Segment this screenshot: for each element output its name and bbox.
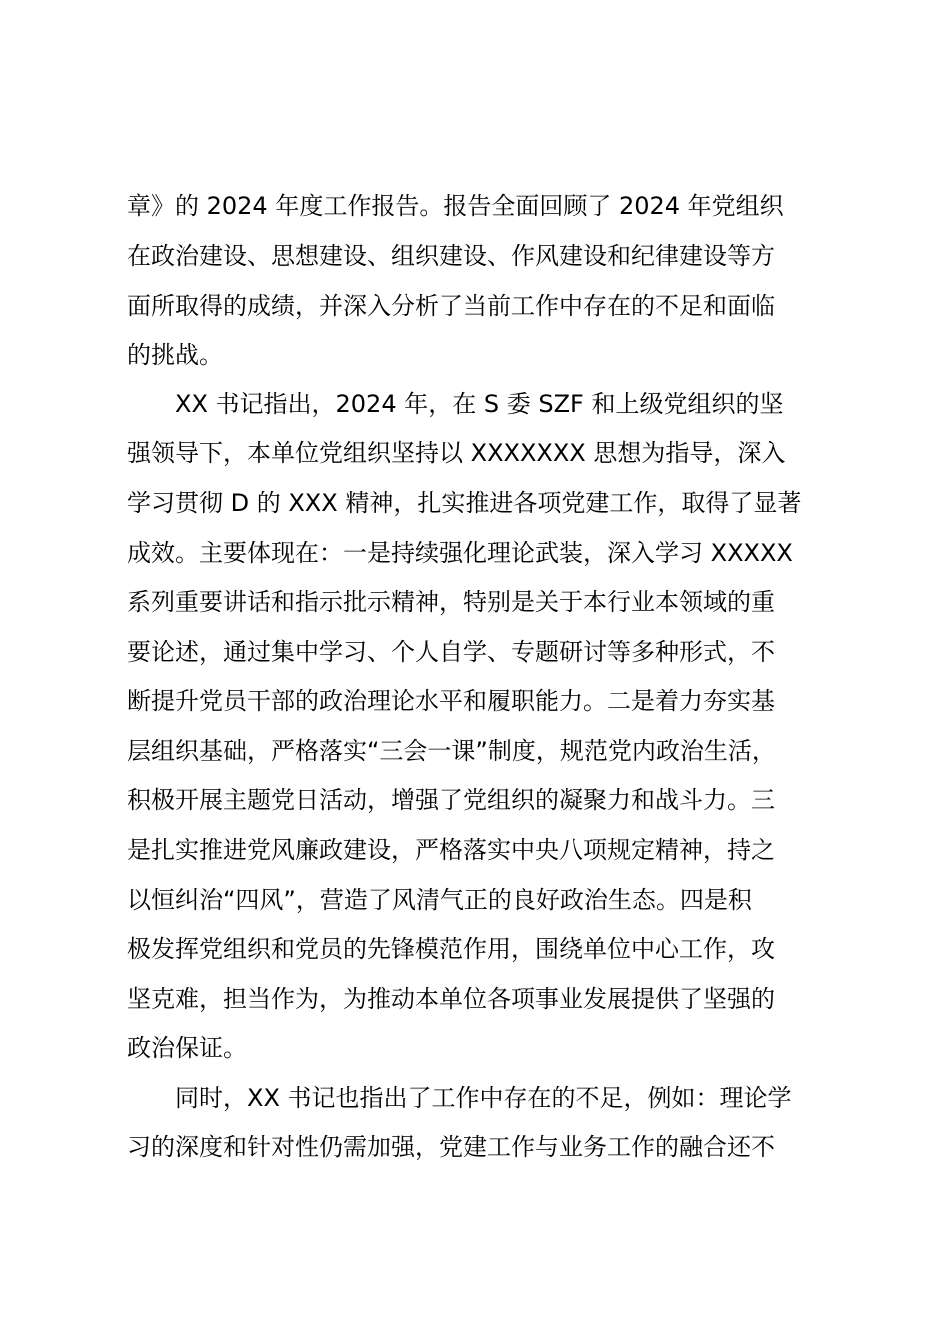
text-line: 在政治建设、思想建设、组织建设、作风建设和纪律建设等方 bbox=[127, 242, 775, 270]
text-line: 要论述，通过集中学习、个人自学、专题研讨等多种形式，不 bbox=[127, 638, 775, 666]
text-line: 是扎实推进党风廉政建设，严格落实中央八项规定精神，持之 bbox=[127, 836, 775, 864]
text-line: 的挑战。 bbox=[127, 341, 223, 369]
text-line: 层组织基础，严格落实“三会一课”制度，规范党内政治生活， bbox=[127, 737, 776, 765]
text-line: 断提升党员干部的政治理论水平和履职能力。二是着力夯实基 bbox=[127, 687, 775, 715]
text-line: 系列重要讲话和指示批示精神，特别是关于本行业本领域的重 bbox=[127, 588, 775, 616]
text-line: 面所取得的成绩，并深入分析了当前工作中存在的不足和面临 bbox=[127, 292, 775, 320]
text-line: 极发挥党组织和党员的先锋模范作用，围绕单位中心工作，攻 bbox=[127, 935, 775, 963]
text-line: 以恒纠治“四风”，营造了风清气正的良好政治生态。四是积 bbox=[127, 886, 752, 914]
text-line: 政治保证。 bbox=[127, 1034, 247, 1062]
paragraph-first-line: 同时，XX 书记也指出了工作中存在的不足，例如：理论学 bbox=[175, 1084, 792, 1112]
paragraph-first-line: XX 书记指出，2024 年，在 S 委 SZF 和上级党组织的坚 bbox=[175, 390, 784, 418]
text-line: 成效。主要体现在：一是持续强化理论武装，深入学习 XXXXX bbox=[127, 539, 793, 567]
text-line: 学习贯彻 D 的 XXX 精神，扎实推进各项党建工作，取得了显著 bbox=[127, 489, 802, 517]
text-line: 章》的 2024 年度工作报告。报告全面回顾了 2024 年党组织 bbox=[127, 192, 784, 220]
text-line: 习的深度和针对性仍需加强，党建工作与业务工作的融合还不 bbox=[127, 1133, 775, 1161]
text-line: 积极开展主题党日活动，增强了党组织的凝聚力和战斗力。三 bbox=[127, 786, 775, 814]
text-line: 强领导下，本单位党组织坚持以 XXXXXXX 思想为指导，深入 bbox=[127, 439, 786, 467]
text-line: 坚克难，担当作为，为推动本单位各项事业发展提供了坚强的 bbox=[127, 985, 775, 1013]
